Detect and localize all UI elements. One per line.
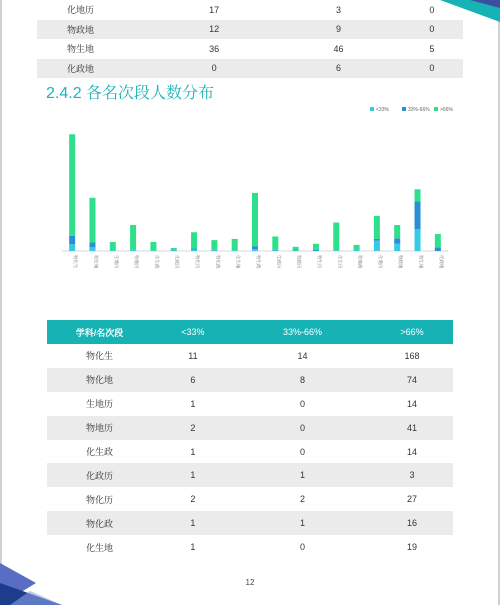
bar-segment [435, 234, 441, 247]
section-title: 2.4.2 各名次段人数分布 [46, 85, 215, 102]
bar-segment [354, 250, 360, 251]
cell-value: 1 [190, 542, 196, 553]
bar-segment [293, 247, 299, 251]
cell-subject: 物化政 [47, 511, 152, 535]
cell-value: 17 [209, 4, 220, 15]
rank-distribution-chart [40, 100, 460, 295]
bar-segment [374, 216, 380, 239]
header-subject: 学科/名次段 [47, 320, 152, 344]
bar-segment [130, 225, 136, 250]
cell-value: 0 [401, 20, 463, 40]
x-tick-label: 化生历 [337, 255, 343, 269]
bar-segment [394, 238, 400, 243]
cell-value: 0 [299, 446, 305, 457]
x-tick-label: 化生地 [235, 255, 241, 269]
cell-value: 6 [276, 59, 400, 79]
bar-segment [89, 198, 95, 243]
bar-segment [69, 244, 75, 251]
bar-segment [435, 247, 441, 251]
legend-item [370, 107, 389, 113]
table-row [47, 416, 453, 440]
bar-segment [69, 236, 75, 244]
cell-subject: 化地历 [67, 5, 95, 16]
legend-label: 33%-66% [408, 107, 430, 113]
bar-segment [354, 245, 360, 249]
cell-value: 9 [276, 20, 400, 40]
legend-item [402, 107, 430, 113]
cell-value: 1 [190, 446, 196, 457]
cell-value: 14 [297, 350, 308, 361]
cell-value: 41 [371, 416, 453, 440]
cell-value: 0 [299, 542, 305, 553]
bar-segment [171, 250, 177, 251]
bar-segment [333, 223, 339, 251]
x-tick-label: 物化地 [93, 255, 99, 269]
table-row [47, 463, 453, 487]
bar-segment [272, 250, 278, 251]
cell-value: 1 [152, 463, 234, 487]
table-row [47, 368, 453, 392]
bar-segment [191, 249, 197, 250]
table-row [47, 392, 453, 416]
x-tick-label: 物化生 [73, 255, 79, 269]
x-tick-label: 物化历 [195, 255, 201, 269]
page-number: 12 [245, 578, 255, 587]
bar-segment [211, 240, 217, 250]
cell-value: 2 [299, 494, 305, 505]
legend-label: <33% [376, 107, 389, 113]
bar-segment [272, 236, 278, 249]
cell-value: 1 [234, 463, 371, 487]
cell-value: 3 [371, 463, 453, 487]
cell-value: 14 [407, 398, 418, 409]
cell-value: 0 [299, 398, 305, 409]
bar-segment [191, 250, 197, 251]
bar-segment [130, 250, 136, 251]
header-33-66: 33%-66% [234, 320, 371, 344]
table-header-row [47, 320, 453, 344]
legend-swatch [370, 107, 374, 111]
bar-segment [110, 242, 116, 250]
x-tick-label: 物生历 [316, 255, 322, 269]
cell-value: 16 [371, 511, 453, 535]
cell-value: 2 [190, 494, 196, 505]
bar-segment [171, 250, 177, 251]
table-row [47, 440, 453, 464]
bar-segment [272, 250, 278, 251]
table-row [47, 511, 453, 535]
table-row [47, 487, 453, 511]
cell-value: 168 [404, 350, 420, 361]
bar-segment [374, 239, 380, 241]
x-tick-label: 物生政 [256, 255, 261, 269]
bar-segment [232, 239, 238, 250]
cell-value: 27 [407, 494, 418, 505]
bar-segment [211, 250, 217, 251]
table-row [47, 535, 453, 559]
bar-segment [110, 250, 116, 251]
x-tick-label: 物地政 [357, 255, 363, 269]
cell-value: 19 [407, 542, 418, 553]
x-tick-label: 化政地 [438, 255, 444, 269]
cell-value: 8 [234, 368, 371, 392]
cell-value: 3 [336, 4, 342, 15]
cell-value: 12 [152, 20, 276, 40]
cell-value: 46 [333, 43, 344, 54]
bar-segment [415, 201, 421, 229]
cell-value: 1 [190, 398, 196, 409]
bar-segment [313, 250, 319, 251]
bar-segment [394, 244, 400, 251]
cell-subject: 生地历 [85, 399, 113, 410]
table-row [37, 59, 463, 79]
legend-swatch [434, 107, 438, 111]
bar-segment [252, 246, 258, 249]
bar-segment [232, 250, 238, 251]
cell-value: 0 [429, 4, 435, 15]
bar-segment [252, 193, 258, 246]
bar-segment [150, 250, 156, 251]
cell-value: 2 [152, 416, 234, 440]
page-left-edge [0, 0, 2, 605]
bar-segment [354, 249, 360, 250]
bar-segment [415, 189, 421, 201]
x-tick-label: 化地历 [377, 255, 383, 269]
legend-label: >66% [440, 107, 453, 113]
bar-segment [333, 250, 339, 251]
cell-subject: 物政地 [37, 20, 152, 40]
x-tick-label: 化政历 [174, 255, 180, 269]
cell-value: 5 [429, 43, 435, 54]
table-row [37, 20, 463, 40]
bar-segment [252, 249, 258, 251]
bar-segment [394, 225, 400, 238]
bar-segment [150, 242, 156, 250]
bar-segment [211, 250, 217, 251]
cell-value: 14 [407, 446, 418, 457]
legend-swatch [402, 107, 406, 111]
x-tick-label: 生地历 [113, 255, 119, 269]
top-continuation-table [37, 0, 463, 78]
bar-segment [374, 241, 380, 251]
cell-value: 6 [152, 368, 234, 392]
cell-subject: 物化生 [85, 351, 113, 362]
x-tick-label: 物地历 [134, 255, 140, 269]
cell-subject: 化政地 [37, 59, 152, 79]
x-tick-label: 物政地 [398, 255, 404, 269]
bar-segment [293, 250, 299, 251]
bar-segment [313, 244, 319, 250]
legend-item [434, 107, 453, 113]
x-tick-label: 物化政 [215, 255, 221, 269]
cell-value: 36 [209, 43, 220, 54]
x-tick-label: 物政历 [296, 255, 302, 269]
cell-value: 1 [234, 511, 371, 535]
cell-value: 11 [188, 350, 198, 361]
cell-subject: 化生地 [85, 542, 113, 553]
table-row [47, 344, 453, 368]
cell-subject: 化政历 [47, 463, 152, 487]
bar-segment [89, 243, 95, 248]
cell-subject: 物地历 [47, 416, 152, 440]
cell-subject: 物生地 [67, 44, 95, 55]
rank-distribution-table [47, 320, 453, 559]
bar-segment [191, 232, 197, 248]
cell-value: 0 [234, 416, 371, 440]
cell-subject: 物化历 [85, 494, 113, 505]
x-tick-label: 物生地 [418, 255, 424, 269]
bar-segment [415, 229, 421, 251]
header-gt66: >66% [371, 320, 453, 344]
cell-subject: 物化地 [47, 368, 152, 392]
x-tick-label: 化生政 [154, 255, 160, 269]
cell-value: 0 [401, 59, 463, 79]
header-lt33: <33% [152, 320, 234, 344]
cell-subject: 化生政 [85, 447, 113, 457]
bar-segment [69, 134, 75, 236]
bar-segment [171, 248, 177, 250]
cell-value: 1 [152, 511, 234, 535]
bar-segment [89, 247, 95, 251]
cell-value: 0 [152, 59, 276, 79]
table-row [37, 0, 463, 20]
cell-value: 74 [371, 368, 453, 392]
table-row [37, 39, 463, 59]
x-tick-label: 生政历 [276, 255, 282, 269]
